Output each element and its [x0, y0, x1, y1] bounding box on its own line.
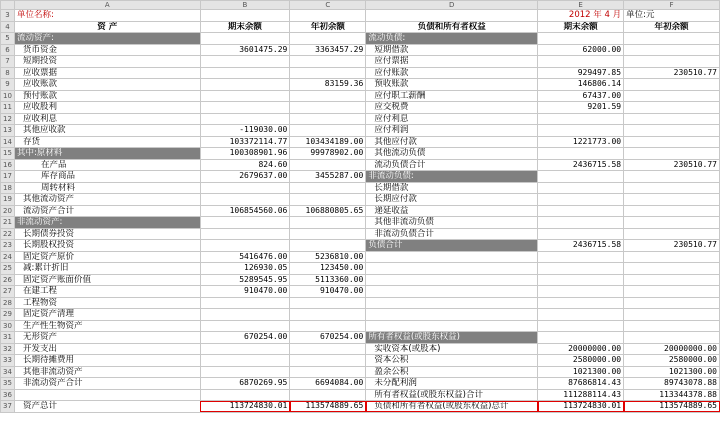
liability-begin-balance[interactable]	[624, 90, 720, 102]
row-number[interactable]: 14	[1, 136, 15, 148]
liability-begin-balance[interactable]	[624, 274, 720, 286]
row-number[interactable]: 12	[1, 113, 15, 125]
asset-end-balance[interactable]	[200, 90, 290, 102]
column-header-row	[1, 1, 720, 10]
table-row	[1, 102, 720, 114]
row-number[interactable]: 25	[1, 263, 15, 275]
begin-balance-header[interactable]: 年初余额	[290, 21, 366, 33]
liability-end-balance[interactable]	[538, 251, 624, 263]
table-row	[1, 90, 720, 102]
end-balance-header[interactable]: 期末余额	[200, 21, 290, 33]
liability-end-balance[interactable]	[538, 320, 624, 332]
asset-begin-balance[interactable]	[290, 320, 366, 332]
row-number[interactable]: 15	[1, 148, 15, 160]
asset-item-label[interactable]: 减:累计折旧	[14, 263, 200, 275]
liability-begin-balance[interactable]	[624, 33, 720, 45]
row-number[interactable]: 29	[1, 309, 15, 321]
asset-end-balance[interactable]	[200, 194, 290, 206]
asset-item-label[interactable]: 长期股权投资	[14, 240, 200, 252]
liability-begin-balance[interactable]	[624, 332, 720, 344]
liability-begin-balance[interactable]	[624, 217, 720, 229]
row-number[interactable]: 36	[1, 389, 15, 401]
liability-begin-balance[interactable]	[624, 148, 720, 160]
asset-begin-balance[interactable]	[290, 67, 366, 79]
asset-end-balance[interactable]	[200, 240, 290, 252]
table-row	[1, 125, 720, 137]
row-number[interactable]: 31	[1, 332, 15, 344]
asset-begin-balance[interactable]: 123450.00	[290, 263, 366, 275]
liability-begin-balance[interactable]: 113344378.88	[624, 389, 720, 401]
asset-begin-balance[interactable]: 83159.36	[290, 79, 366, 91]
liability-end-balance[interactable]	[538, 217, 624, 229]
table-row	[1, 343, 720, 355]
asset-begin-balance[interactable]	[290, 90, 366, 102]
liability-end-balance[interactable]: 67437.00	[538, 90, 624, 102]
liability-item-label[interactable]: 应付职工薪酬	[366, 90, 538, 102]
table-row	[1, 389, 720, 401]
asset-item-label[interactable]: 应收利息	[14, 113, 200, 125]
select-all-corner[interactable]	[1, 1, 15, 10]
liability-begin-balance[interactable]	[624, 56, 720, 68]
row-number[interactable]: 34	[1, 366, 15, 378]
asset-begin-balance[interactable]	[290, 102, 366, 114]
asset-item-label[interactable]: 在产品	[14, 159, 200, 171]
asset-end-balance[interactable]: -119030.00	[200, 125, 290, 137]
row-number[interactable]: 4	[1, 21, 15, 33]
asset-end-balance[interactable]	[200, 297, 290, 309]
table-row	[1, 205, 720, 217]
table-row	[1, 297, 720, 309]
asset-begin-balance[interactable]	[290, 309, 366, 321]
asset-end-balance[interactable]	[200, 343, 290, 355]
table-row	[1, 251, 720, 263]
liability-item-label[interactable]: 流动负债合计	[366, 159, 538, 171]
row-number[interactable]: 22	[1, 228, 15, 240]
asset-begin-balance[interactable]	[290, 159, 366, 171]
asset-item-label[interactable]: 长期待摊费用	[14, 355, 200, 367]
row-number[interactable]: 11	[1, 102, 15, 114]
row-number[interactable]: 28	[1, 297, 15, 309]
row-number[interactable]: 18	[1, 182, 15, 194]
cell[interactable]	[290, 10, 366, 22]
asset-item-label[interactable]: 开发支出	[14, 343, 200, 355]
liability-item-label[interactable]	[366, 263, 538, 275]
liability-end-balance[interactable]	[538, 125, 624, 137]
asset-item-label[interactable]: 固定资产原价	[14, 251, 200, 263]
asset-end-balance[interactable]: 100308901.96	[200, 148, 290, 160]
asset-end-balance[interactable]	[200, 102, 290, 114]
asset-item-label[interactable]: 无形资产	[14, 332, 200, 344]
column-header-b[interactable]: B	[200, 1, 290, 10]
table-row	[1, 274, 720, 286]
begin-balance-header-2[interactable]: 年初余额	[624, 21, 720, 33]
liability-item-label[interactable]: 未分配利润	[366, 378, 538, 390]
liability-begin-balance[interactable]	[624, 125, 720, 137]
liability-begin-balance[interactable]	[624, 228, 720, 240]
asset-end-balance[interactable]	[200, 228, 290, 240]
liability-item-label[interactable]: 所有者权益(或股东权益)	[366, 332, 538, 344]
row-number[interactable]: 8	[1, 67, 15, 79]
liability-item-label[interactable]: 短期借款	[366, 44, 538, 56]
row-number[interactable]: 23	[1, 240, 15, 252]
liability-begin-balance[interactable]	[624, 251, 720, 263]
asset-end-balance[interactable]: 5416476.00	[200, 251, 290, 263]
asset-begin-balance[interactable]	[290, 343, 366, 355]
liability-begin-balance[interactable]: 2580000.00	[624, 355, 720, 367]
row-number[interactable]: 26	[1, 274, 15, 286]
asset-end-balance[interactable]: 910470.00	[200, 286, 290, 298]
row-number[interactable]: 16	[1, 159, 15, 171]
table-row	[1, 366, 720, 378]
liability-begin-balance[interactable]	[624, 205, 720, 217]
asset-item-label[interactable]: 库存商品	[14, 171, 200, 183]
asset-end-balance[interactable]: 126930.05	[200, 263, 290, 275]
table-row	[1, 286, 720, 298]
asset-begin-balance[interactable]	[290, 56, 366, 68]
asset-item-label[interactable]: 流动资产:	[14, 33, 200, 45]
liability-begin-balance[interactable]	[624, 286, 720, 298]
row-number[interactable]: 20	[1, 205, 15, 217]
row-number[interactable]: 27	[1, 286, 15, 298]
row-number[interactable]: 17	[1, 171, 15, 183]
liability-begin-balance[interactable]	[624, 309, 720, 321]
asset-item-label[interactable]: 应收股利	[14, 102, 200, 114]
asset-begin-balance[interactable]: 106880805.65	[290, 205, 366, 217]
liability-end-balance[interactable]: 146806.14	[538, 79, 624, 91]
asset-item-label[interactable]: 流动资产合计	[14, 205, 200, 217]
asset-begin-balance[interactable]: 3363457.29	[290, 44, 366, 56]
liability-item-label[interactable]: 应付票据	[366, 56, 538, 68]
asset-begin-balance[interactable]: 103434189.00	[290, 136, 366, 148]
liability-end-balance[interactable]: 2436715.58	[538, 159, 624, 171]
asset-end-balance[interactable]: 2679637.00	[200, 171, 290, 183]
table-row	[1, 332, 720, 344]
table-row	[1, 240, 720, 252]
asset-begin-balance[interactable]	[290, 389, 366, 401]
column-header-c[interactable]: C	[290, 1, 366, 10]
asset-end-balance[interactable]	[200, 320, 290, 332]
unit-name-label[interactable]: 单位名称:	[14, 10, 200, 22]
asset-begin-balance[interactable]: 113574889.65	[290, 401, 366, 413]
liability-end-balance[interactable]	[538, 56, 624, 68]
liability-item-label[interactable]: 应付利息	[366, 113, 538, 125]
liability-item-label[interactable]	[366, 286, 538, 298]
liability-end-balance[interactable]	[538, 182, 624, 194]
liabilities-header[interactable]: 负债和所有者权益	[366, 21, 538, 33]
table-row	[1, 136, 720, 148]
asset-item-label[interactable]: 工程物资	[14, 297, 200, 309]
title-row	[1, 10, 720, 22]
liability-item-label[interactable]: 应付账款	[366, 67, 538, 79]
column-header-e[interactable]: E	[538, 1, 624, 10]
liability-begin-balance[interactable]: 20000000.00	[624, 343, 720, 355]
liability-begin-balance[interactable]: 89743078.88	[624, 378, 720, 390]
row-number[interactable]: 13	[1, 125, 15, 137]
asset-end-balance[interactable]	[200, 182, 290, 194]
asset-item-label[interactable]: 应收账款	[14, 79, 200, 91]
asset-item-label[interactable]: 其他应收款	[14, 125, 200, 137]
row-number[interactable]: 9	[1, 79, 15, 91]
liability-item-label[interactable]	[366, 320, 538, 332]
asset-item-label[interactable]: 生产性生物资产	[14, 320, 200, 332]
asset-end-balance[interactable]: 824.60	[200, 159, 290, 171]
liability-item-label[interactable]: 长期借款	[366, 182, 538, 194]
table-row	[1, 309, 720, 321]
asset-end-balance[interactable]	[200, 389, 290, 401]
cell[interactable]	[366, 10, 538, 22]
asset-end-balance[interactable]	[200, 79, 290, 91]
liability-item-label[interactable]: 负债合计	[366, 240, 538, 252]
asset-end-balance[interactable]: 6870269.95	[200, 378, 290, 390]
asset-begin-balance[interactable]: 670254.00	[290, 332, 366, 344]
asset-end-balance[interactable]	[200, 366, 290, 378]
liability-begin-balance[interactable]	[624, 79, 720, 91]
asset-item-label[interactable]: 固定资产清理	[14, 309, 200, 321]
asset-end-balance[interactable]: 103372114.77	[200, 136, 290, 148]
liability-end-balance[interactable]	[538, 309, 624, 321]
asset-item-label[interactable]: 周转材料	[14, 182, 200, 194]
liability-item-label[interactable]: 其他流动负债	[366, 148, 538, 160]
liability-end-balance[interactable]: 113724830.01	[538, 401, 624, 413]
liability-begin-balance[interactable]: 230510.77	[624, 240, 720, 252]
liability-begin-balance[interactable]: 1021300.00	[624, 366, 720, 378]
asset-begin-balance[interactable]	[290, 240, 366, 252]
table-row	[1, 44, 720, 56]
liability-end-balance[interactable]	[538, 148, 624, 160]
table-row	[1, 378, 720, 390]
report-period[interactable]: 2012 年 4 月	[538, 10, 624, 22]
asset-item-label[interactable]: 非流动资产合计	[14, 378, 200, 390]
liability-begin-balance[interactable]	[624, 297, 720, 309]
asset-begin-balance[interactable]: 910470.00	[290, 286, 366, 298]
asset-begin-balance[interactable]: 99978902.00	[290, 148, 366, 160]
liability-item-label[interactable]: 负债和所有者权益(或股东权益)总计	[366, 401, 538, 413]
asset-item-label[interactable]: 其他流动资产	[14, 194, 200, 206]
liability-begin-balance[interactable]: 113574889.65	[624, 401, 720, 413]
asset-begin-balance[interactable]: 5236810.00	[290, 251, 366, 263]
asset-end-balance[interactable]	[200, 67, 290, 79]
liability-begin-balance[interactable]	[624, 44, 720, 56]
table-row	[1, 182, 720, 194]
liability-end-balance[interactable]: 111288114.43	[538, 389, 624, 401]
asset-begin-balance[interactable]	[290, 113, 366, 125]
liability-item-label[interactable]: 实收资本(或股本)	[366, 343, 538, 355]
asset-end-balance[interactable]	[200, 217, 290, 229]
liability-end-balance[interactable]	[538, 171, 624, 183]
table-row	[1, 56, 720, 68]
liability-item-label[interactable]: 递延收益	[366, 205, 538, 217]
liability-end-balance[interactable]	[538, 228, 624, 240]
table-row	[1, 159, 720, 171]
liability-end-balance[interactable]	[538, 263, 624, 275]
liability-end-balance[interactable]: 62000.00	[538, 44, 624, 56]
liability-end-balance[interactable]: 20000000.00	[538, 343, 624, 355]
liability-item-label[interactable]: 其他应付款	[366, 136, 538, 148]
table-row	[1, 67, 720, 79]
asset-end-balance[interactable]	[200, 309, 290, 321]
liability-begin-balance[interactable]	[624, 263, 720, 275]
liability-end-balance[interactable]: 9201.59	[538, 102, 624, 114]
column-header-d[interactable]: D	[366, 1, 538, 10]
liability-end-balance[interactable]	[538, 205, 624, 217]
end-balance-header-2[interactable]: 期末余额	[538, 21, 624, 33]
table-row	[1, 263, 720, 275]
liability-item-label[interactable]	[366, 309, 538, 321]
row-number[interactable]: 32	[1, 343, 15, 355]
liability-begin-balance[interactable]	[624, 102, 720, 114]
asset-end-balance[interactable]	[200, 355, 290, 367]
liability-end-balance[interactable]: 2436715.58	[538, 240, 624, 252]
asset-end-balance[interactable]: 670254.00	[200, 332, 290, 344]
table-row	[1, 33, 720, 45]
liability-end-balance[interactable]: 1221773.00	[538, 136, 624, 148]
table-row	[1, 148, 720, 160]
table-row	[1, 79, 720, 91]
table-header-row	[1, 21, 720, 33]
asset-begin-balance[interactable]	[290, 194, 366, 206]
table-row	[1, 320, 720, 332]
liability-item-label[interactable]	[366, 274, 538, 286]
asset-item-label[interactable]: 其中:原材料	[14, 148, 200, 160]
liability-end-balance[interactable]: 2580000.00	[538, 355, 624, 367]
row-number[interactable]: 3	[1, 10, 15, 22]
asset-item-label[interactable]: 长期债券投资	[14, 228, 200, 240]
asset-end-balance[interactable]: 3601475.29	[200, 44, 290, 56]
liability-begin-balance[interactable]	[624, 182, 720, 194]
asset-begin-balance[interactable]: 6694084.00	[290, 378, 366, 390]
table-row	[1, 194, 720, 206]
asset-item-label[interactable]: 货币资金	[14, 44, 200, 56]
liability-begin-balance[interactable]	[624, 194, 720, 206]
assets-header[interactable]: 资 产	[14, 21, 200, 33]
asset-begin-balance[interactable]	[290, 366, 366, 378]
asset-item-label[interactable]: 应收票据	[14, 67, 200, 79]
liability-item-label[interactable]: 其他非流动负债	[366, 217, 538, 229]
asset-end-balance[interactable]	[200, 56, 290, 68]
column-header-a[interactable]: A	[14, 1, 200, 10]
asset-item-label[interactable]: 在建工程	[14, 286, 200, 298]
asset-end-balance[interactable]: 5289545.95	[200, 274, 290, 286]
liability-end-balance[interactable]	[538, 286, 624, 298]
liability-item-label[interactable]	[366, 297, 538, 309]
row-number[interactable]: 7	[1, 56, 15, 68]
liability-end-balance[interactable]	[538, 194, 624, 206]
row-number[interactable]: 30	[1, 320, 15, 332]
asset-item-label[interactable]: 短期投资	[14, 56, 200, 68]
liability-end-balance[interactable]	[538, 297, 624, 309]
row-number[interactable]: 5	[1, 33, 15, 45]
liability-item-label[interactable]: 预收账款	[366, 79, 538, 91]
row-number[interactable]: 10	[1, 90, 15, 102]
asset-end-balance[interactable]	[200, 113, 290, 125]
table-row	[1, 228, 720, 240]
asset-begin-balance[interactable]	[290, 182, 366, 194]
liability-end-balance[interactable]	[538, 274, 624, 286]
asset-end-balance[interactable]: 106854560.06	[200, 205, 290, 217]
asset-item-label[interactable]: 资产总计	[14, 401, 200, 413]
liability-item-label[interactable]: 非流动负债:	[366, 171, 538, 183]
asset-end-balance[interactable]	[200, 33, 290, 45]
liability-item-label[interactable]: 资本公积	[366, 355, 538, 367]
asset-begin-balance[interactable]	[290, 33, 366, 45]
currency-unit[interactable]: 单位:元	[624, 10, 720, 22]
liability-item-label[interactable]: 应交税费	[366, 102, 538, 114]
liability-item-label[interactable]: 长期应付款	[366, 194, 538, 206]
asset-begin-balance[interactable]	[290, 217, 366, 229]
table-row	[1, 217, 720, 229]
row-number[interactable]: 24	[1, 251, 15, 263]
asset-begin-balance[interactable]: 3455287.00	[290, 171, 366, 183]
asset-begin-balance[interactable]	[290, 297, 366, 309]
asset-begin-balance[interactable]	[290, 228, 366, 240]
liability-end-balance[interactable]	[538, 113, 624, 125]
cell[interactable]	[200, 10, 290, 22]
asset-item-label[interactable]: 固定资产账面价值	[14, 274, 200, 286]
asset-item-label[interactable]: 非流动资产:	[14, 217, 200, 229]
asset-item-label[interactable]: 存货	[14, 136, 200, 148]
row-number[interactable]: 33	[1, 355, 15, 367]
liability-end-balance[interactable]: 929497.85	[538, 67, 624, 79]
asset-end-balance[interactable]: 113724830.01	[200, 401, 290, 413]
table-row	[1, 401, 720, 413]
liability-begin-balance[interactable]	[624, 136, 720, 148]
asset-begin-balance[interactable]: 5113360.00	[290, 274, 366, 286]
liability-end-balance[interactable]: 1021300.00	[538, 366, 624, 378]
liability-item-label[interactable]: 盈余公积	[366, 366, 538, 378]
liability-end-balance[interactable]	[538, 332, 624, 344]
row-number[interactable]: 19	[1, 194, 15, 206]
row-number[interactable]: 21	[1, 217, 15, 229]
liability-begin-balance[interactable]	[624, 320, 720, 332]
liability-item-label[interactable]: 流动负债:	[366, 33, 538, 45]
asset-item-label[interactable]: 其他非流动资产	[14, 366, 200, 378]
row-number[interactable]: 37	[1, 401, 15, 413]
table-row	[1, 171, 720, 183]
liability-begin-balance[interactable]	[624, 113, 720, 125]
asset-begin-balance[interactable]	[290, 355, 366, 367]
asset-item-label[interactable]	[14, 389, 200, 401]
liability-item-label[interactable]: 非流动负债合计	[366, 228, 538, 240]
liability-begin-balance[interactable]: 230510.77	[624, 159, 720, 171]
row-number[interactable]: 6	[1, 44, 15, 56]
liability-item-label[interactable]: 所有者权益(或股东权益)合计	[366, 389, 538, 401]
row-number[interactable]: 35	[1, 378, 15, 390]
table-row	[1, 113, 720, 125]
asset-item-label[interactable]: 预付账款	[14, 90, 200, 102]
column-header-f[interactable]: F	[624, 1, 720, 10]
liability-item-label[interactable]: 应付利润	[366, 125, 538, 137]
liability-begin-balance[interactable]: 230510.77	[624, 67, 720, 79]
liability-begin-balance[interactable]	[624, 171, 720, 183]
liability-end-balance[interactable]: 87686814.43	[538, 378, 624, 390]
table-row	[1, 355, 720, 367]
liability-item-label[interactable]	[366, 251, 538, 263]
liability-end-balance[interactable]	[538, 33, 624, 45]
asset-begin-balance[interactable]	[290, 125, 366, 137]
